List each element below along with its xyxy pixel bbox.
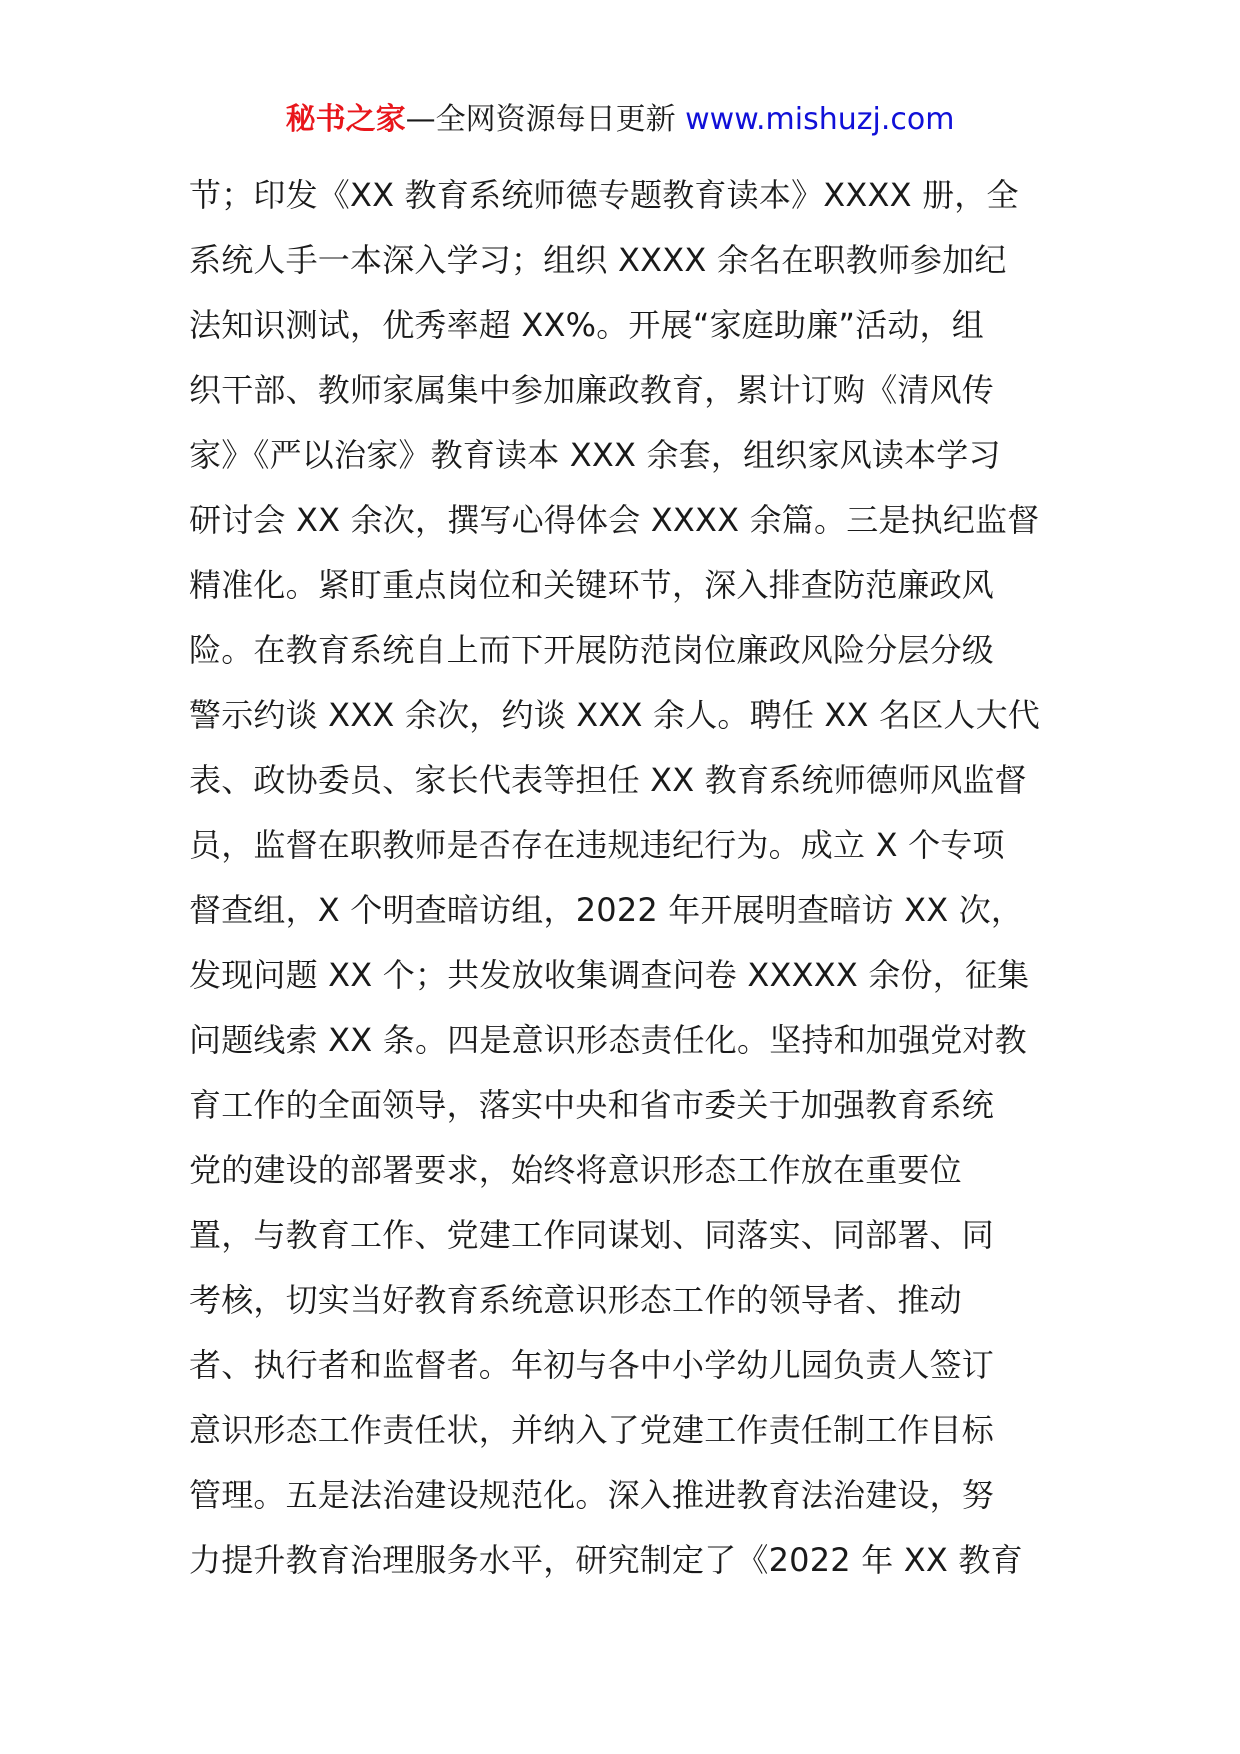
site-url-link[interactable]: www.mishuzj.com xyxy=(685,102,955,137)
text-line: 问题线索 XX 条。四是意识形态责任化。坚持和加强党对教 xyxy=(189,1021,1027,1059)
text-line: 研讨会 XX 余次，撰写心得体会 XXXX 余篇。三是执纪监督 xyxy=(189,501,1040,539)
text-line: 力提升教育治理服务水平，研究制定了《2022 年 XX 教育 xyxy=(189,1541,1023,1579)
text-line: 险。在教育系统自上而下开展防范岗位廉政风险分层分级 xyxy=(189,631,995,669)
text-line: 系统人手一本深入学习；组织 XXXX 余名在职教师参加纪 xyxy=(189,241,1007,279)
text-line: 员，监督在职教师是否存在违规违纪行为。成立 X 个专项 xyxy=(189,826,1005,864)
text-line: 警示约谈 XXX 余次，约谈 XXX 余人。聘任 XX 名区人大代 xyxy=(189,696,1041,734)
text-line: 意识形态工作责任状，并纳入了党建工作责任制工作目标 xyxy=(189,1411,995,1449)
text-line: 督查组，X 个明查暗访组，2022 年开展明查暗访 XX 次， xyxy=(189,891,1024,929)
text-line: 育工作的全面领导，落实中央和省市委关于加强教育系统 xyxy=(189,1086,995,1124)
site-header xyxy=(0,100,1240,140)
text-line: 党的建设的部署要求，始终将意识形态工作放在重要位 xyxy=(189,1151,962,1189)
header-tagline: —全网资源每日更新 xyxy=(405,102,686,137)
text-line: 法知识测试，优秀率超 XX%。开展“家庭助廉”活动，组 xyxy=(189,306,984,344)
text-line: 织干部、教师家属集中参加廉政教育，累计订购《清风传 xyxy=(189,371,995,409)
brand-name: 秘书之家 xyxy=(285,102,406,137)
text-line: 考核，切实当好教育系统意识形态工作的领导者、推动 xyxy=(189,1281,962,1319)
text-line: 精准化。紧盯重点岗位和关键环节，深入排查防范廉政风 xyxy=(189,566,995,604)
text-line: 管理。五是法治建设规范化。深入推进教育法治建设，努 xyxy=(189,1476,995,1514)
text-line: 者、执行者和监督者。年初与各中小学幼儿园负责人签订 xyxy=(189,1346,995,1384)
text-line: 发现问题 XX 个；共发放收集调查问卷 XXXXX 余份，征集 xyxy=(189,956,1030,994)
document-body xyxy=(189,163,1059,1593)
text-line: 表、政协委员、家长代表等担任 XX 教育系统师德师风监督 xyxy=(189,761,1027,799)
text-line: 置，与教育工作、党建工作同谋划、同落实、同部署、同 xyxy=(189,1216,995,1254)
text-line: 家》《严以治家》教育读本 XXX 余套，组织家风读本学习 xyxy=(189,436,1001,474)
text-line: 节；印发《XX 教育系统师德专题教育读本》XXXX 册，全 xyxy=(189,176,1019,214)
